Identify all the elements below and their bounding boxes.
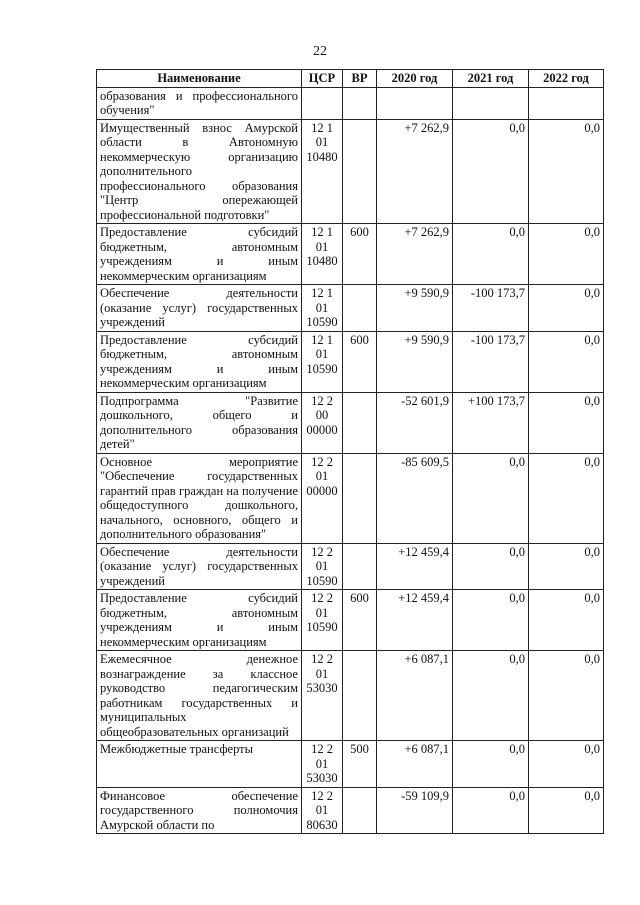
row-vr: 600 [343, 331, 377, 392]
header-2022: 2022 год [529, 70, 604, 88]
row-2022 [529, 87, 604, 119]
row-csr: 12 1 01 10480 [302, 224, 343, 285]
row-vr: 600 [343, 590, 377, 651]
row-2020: +7 262,9 [377, 119, 453, 224]
row-vr [343, 119, 377, 224]
row-2021: 0,0 [453, 224, 529, 285]
row-vr: 500 [343, 741, 377, 788]
row-2022: 0,0 [529, 590, 604, 651]
row-2022: 0,0 [529, 331, 604, 392]
table-row [97, 224, 604, 285]
row-name: Имущественный взнос Амурской области в Автономную некоммерческую организацию дополнительного профессионального образования "Центр опережающей профессиональной подготовки" [97, 119, 302, 224]
row-2021: 0,0 [453, 741, 529, 788]
row-name: Обеспечение деятельности (оказание услуг) государственных учреждений [97, 543, 302, 590]
row-2020 [377, 87, 453, 119]
row-2021: 0,0 [453, 453, 529, 543]
table-row [97, 119, 604, 224]
row-name: Ежемесячное денежное вознаграждение за классное руководство педагогическим работникам государственных и муниципальных общеобразовательных организаций [97, 651, 302, 741]
row-2020: +6 087,1 [377, 651, 453, 741]
row-csr: 12 2 01 00000 [302, 453, 343, 543]
row-csr [302, 87, 343, 119]
row-2021: -100 173,7 [453, 285, 529, 332]
table-row [97, 787, 604, 834]
row-2020: +12 459,4 [377, 543, 453, 590]
table-row [97, 392, 604, 453]
row-2022: 0,0 [529, 285, 604, 332]
budget-table [96, 69, 604, 834]
row-name: Обеспечение деятельности (оказание услуг) государственных учреждений [97, 285, 302, 332]
table-row [97, 651, 604, 741]
row-name: Подпрограмма "Развитие дошкольного, общего и дополнительного образования детей" [97, 392, 302, 453]
row-csr: 12 1 01 10480 [302, 119, 343, 224]
row-2022: 0,0 [529, 787, 604, 834]
row-2021: 0,0 [453, 787, 529, 834]
row-vr [343, 392, 377, 453]
header-2020: 2020 год [377, 70, 453, 88]
row-2020: -85 609,5 [377, 453, 453, 543]
table-header-row [97, 70, 604, 88]
row-2022: 0,0 [529, 119, 604, 224]
row-2022: 0,0 [529, 543, 604, 590]
row-csr: 12 2 01 10590 [302, 543, 343, 590]
row-2022: 0,0 [529, 224, 604, 285]
header-name: Наименование [97, 70, 302, 88]
row-csr: 12 2 01 10590 [302, 590, 343, 651]
row-vr: 600 [343, 224, 377, 285]
header-2021: 2021 год [453, 70, 529, 88]
row-2021: 0,0 [453, 651, 529, 741]
row-csr: 12 2 01 53030 [302, 651, 343, 741]
header-csr: ЦСР [302, 70, 343, 88]
row-vr [343, 453, 377, 543]
row-vr [343, 543, 377, 590]
row-2020: +12 459,4 [377, 590, 453, 651]
row-csr: 12 2 01 53030 [302, 741, 343, 788]
row-2020: -52 601,9 [377, 392, 453, 453]
table-row [97, 285, 604, 332]
row-name: Предоставление субсидий бюджетным, автономным учреждениям и иным некоммерческим организациям [97, 331, 302, 392]
row-2020: +7 262,9 [377, 224, 453, 285]
row-2021: +100 173,7 [453, 392, 529, 453]
row-vr [343, 787, 377, 834]
table-row [97, 453, 604, 543]
row-2021: 0,0 [453, 119, 529, 224]
table-row [97, 87, 604, 119]
row-2022: 0,0 [529, 392, 604, 453]
table-row [97, 590, 604, 651]
row-name: Предоставление субсидий бюджетным, автономным учреждениям и иным некоммерческим организациям [97, 590, 302, 651]
row-2022: 0,0 [529, 741, 604, 788]
row-name: Межбюджетные трансферты [97, 741, 302, 788]
row-2021: 0,0 [453, 590, 529, 651]
row-2020: +6 087,1 [377, 741, 453, 788]
row-2020: +9 590,9 [377, 285, 453, 332]
row-2021: -100 173,7 [453, 331, 529, 392]
table-row [97, 331, 604, 392]
table-row [97, 543, 604, 590]
row-csr: 12 1 01 10590 [302, 331, 343, 392]
header-vr: ВР [343, 70, 377, 88]
row-vr [343, 285, 377, 332]
row-vr [343, 651, 377, 741]
row-csr: 12 1 01 10590 [302, 285, 343, 332]
row-name: образования и профессионального обучения" [97, 87, 302, 119]
row-2021 [453, 87, 529, 119]
row-2022: 0,0 [529, 651, 604, 741]
row-name: Финансовое обеспечение государственного полномочия Амурской области по [97, 787, 302, 834]
row-2020: +9 590,9 [377, 331, 453, 392]
row-csr: 12 2 00 00000 [302, 392, 343, 453]
row-2021: 0,0 [453, 543, 529, 590]
table-row [97, 741, 604, 788]
row-name: Предоставление субсидий бюджетным, автономным учреждениям и иным некоммерческим организациям [97, 224, 302, 285]
page-number: 22 [313, 44, 327, 59]
row-2022: 0,0 [529, 453, 604, 543]
row-name: Основное мероприятие "Обеспечение государственных гарантий прав граждан на получение общедоступного дошкольного, начального, основного, общего и дополнительного образования" [97, 453, 302, 543]
row-csr: 12 2 01 80630 [302, 787, 343, 834]
row-2020: -59 109,9 [377, 787, 453, 834]
row-vr [343, 87, 377, 119]
